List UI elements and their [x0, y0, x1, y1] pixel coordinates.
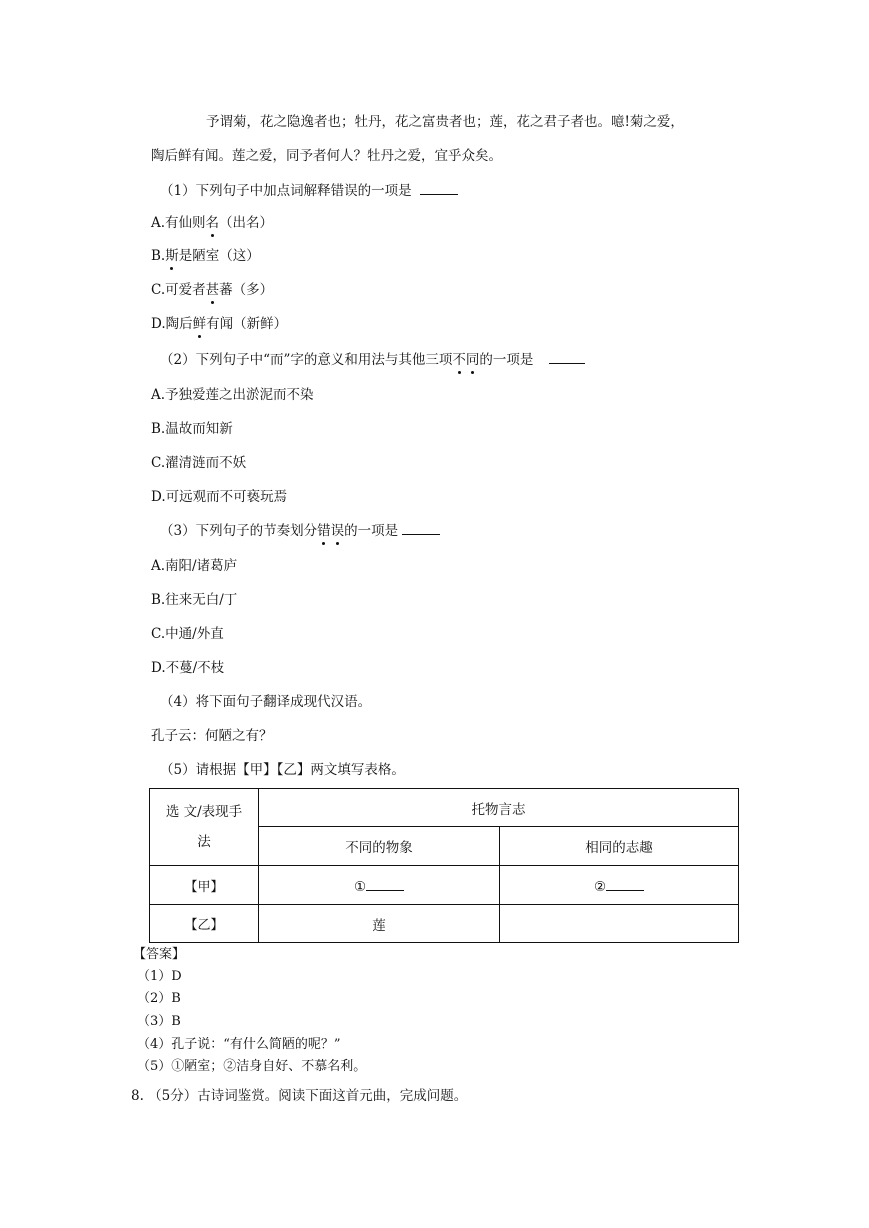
q3-option-a: A.南阳/诸葛庐 — [151, 558, 238, 574]
q5-stem: （5）请根据【甲】【乙】两文填写表格。 — [160, 762, 405, 778]
answer-item-2: （2）B — [137, 991, 181, 1006]
table-corner-line-1: 选 文/表现手 — [165, 804, 243, 820]
passage-line-1: 予谓菊，花之隐逸者也；牡丹，花之富贵者也；莲，花之君子者也。噫!菊之爱， — [206, 114, 684, 130]
q3-stem-post: 的一项是 — [344, 523, 399, 539]
q1-option-c-post: 蕃（多） — [219, 282, 274, 298]
table-row2-label: 【乙】 — [150, 905, 259, 943]
q1-option-d — [151, 314, 287, 334]
q3-stem-dotted-1: 错 — [317, 523, 331, 539]
q1-option-a-dotted: 名 — [205, 215, 220, 231]
table-row2-cell2 — [500, 905, 739, 943]
q2-option-b: B.温故而知新 — [151, 421, 233, 437]
table-header-cell: 托物言志 — [259, 789, 739, 827]
q2-option-c: C.濯清涟而不妖 — [151, 455, 247, 471]
q1-answer-blank — [420, 180, 458, 195]
passage-line-2: 陶后鲜有闻。莲之爱，同予者何人？牡丹之爱，宜乎众矣。 — [151, 148, 502, 164]
q1-option-b-pre: B. — [151, 248, 166, 264]
q3-stem-dotted-2: 误 — [330, 523, 345, 539]
answer-title: 【答案】 — [133, 947, 186, 962]
answer-item-5: （5）①陋室；②洁身自好、不慕名利。 — [137, 1059, 367, 1074]
table-row2-cell1: 莲 — [259, 905, 500, 943]
q1-option-c-dotted: 甚 — [205, 282, 220, 298]
q1-option-c — [151, 280, 273, 300]
table-col1-header: 不同的物象 — [259, 827, 500, 866]
q1-option-a — [151, 213, 273, 233]
q3-stem-pre: （3）下列句子的节奏划分 — [160, 523, 318, 539]
answer-item-1: （1）D — [137, 969, 182, 984]
table-corner-line-2: 法 — [197, 834, 211, 850]
q2-stem-dotted-2: 同 — [465, 352, 480, 368]
q5-table — [149, 788, 739, 943]
q3-option-d: D.不蔓/不枝 — [151, 660, 225, 676]
q1-option-a-pre: A.有仙则 — [151, 215, 206, 231]
answer-item-3: （3）B — [137, 1014, 181, 1029]
q8-stem: 8. （5分）古诗词鉴赏。阅读下面这首元曲，完成问题。 — [131, 1088, 468, 1104]
q1-option-a-post: （出名） — [219, 215, 274, 231]
table-row1-blank1 — [366, 876, 404, 891]
q1-option-c-pre: C.可爱者 — [151, 282, 206, 298]
table-row1-label: 【甲】 — [150, 866, 259, 905]
q1-option-b — [151, 246, 260, 266]
table-row1-cell2-marker: ② — [593, 878, 607, 895]
q2-stem-pre: （2）下列句子中“而”字的意义和用法与其他三项 — [160, 352, 453, 368]
q4-sentence: 孔子云：何陋之有？ — [151, 728, 273, 744]
q1-stem — [160, 180, 458, 201]
q3-stem — [160, 520, 440, 541]
q2-stem-post: 的一项是 — [479, 352, 534, 368]
table-row1-cell1-marker: ① — [353, 878, 367, 895]
table-corner-cell — [150, 789, 259, 866]
table-row1-cell1 — [259, 866, 500, 905]
q3-option-b: B.往来无白/丁 — [151, 592, 238, 608]
answer-item-4: （4）孔子说：“有什么简陋的呢？” — [137, 1037, 341, 1052]
q1-option-b-dotted: 斯 — [165, 248, 179, 264]
q1-option-d-post: 有闻（新鲜） — [206, 316, 288, 332]
q3-answer-blank — [402, 520, 440, 535]
table-col2-header: 相同的志趣 — [500, 827, 739, 866]
q1-option-b-post: 是陋室（这） — [178, 248, 260, 264]
table-row1-cell2 — [500, 866, 739, 905]
q2-answer-blank — [549, 349, 585, 364]
q1-option-d-dotted: 鲜 — [192, 316, 207, 332]
q2-option-d: D.可远观而不可亵玩焉 — [151, 489, 288, 505]
q2-stem-dotted-1: 不 — [452, 352, 466, 368]
q2-stem — [160, 349, 585, 370]
q4-stem: （4）将下面句子翻译成现代汉语。 — [160, 694, 372, 710]
q1-option-d-pre: D.陶后 — [151, 316, 193, 332]
q3-option-c: C.中通/外直 — [151, 626, 224, 642]
q2-option-a: A.予独爱莲之出淤泥而不染 — [151, 387, 314, 403]
q1-stem-text: （1）下列句子中加点词解释错误的一项是 — [160, 183, 412, 199]
table-row1-blank2 — [606, 876, 644, 891]
